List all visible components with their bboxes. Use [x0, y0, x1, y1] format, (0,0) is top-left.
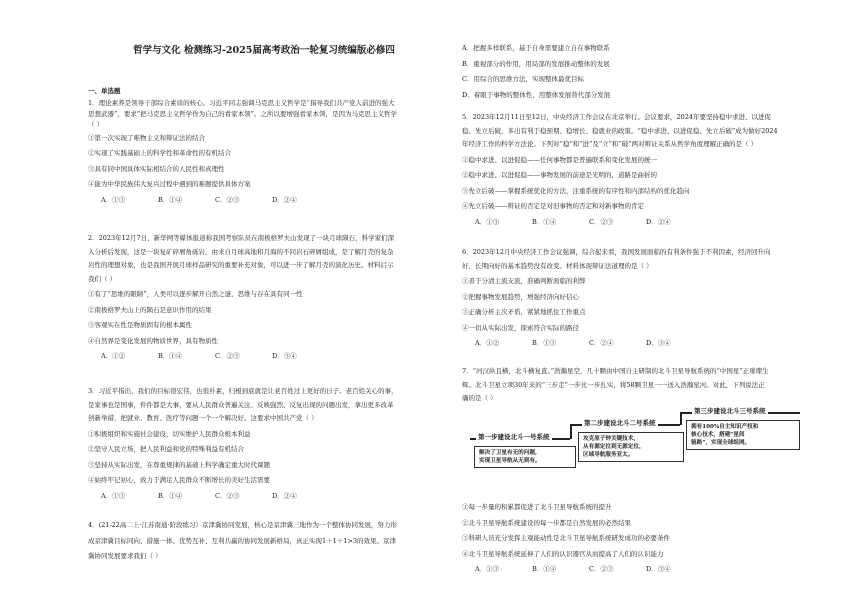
choice-b[interactable]: B．①④	[158, 491, 183, 500]
option-c[interactable]: C．用综合的思维方法，实现整体最优目标	[462, 75, 584, 83]
choice-d[interactable]: D．③④	[646, 565, 671, 573]
answer-choices	[88, 491, 440, 502]
choice-b[interactable]: B．①③	[532, 339, 557, 347]
statement-option: ②稳中求进、以进促稳——事物发展的前途是光明的，道路是曲折的	[462, 171, 657, 179]
choice-b[interactable]: B．①④	[532, 217, 557, 226]
choice-b[interactable]: B．①④	[532, 565, 557, 573]
step1-title: 第一步建设北斗一号系统	[478, 433, 550, 441]
step2-body: 攻克原子钟关键技术， 从有源定位到无源定位， 区域导航服务亚太。	[578, 432, 684, 462]
statement-option: ①积极组织和实施社会建设，切实维护人民群众根本利益	[88, 429, 251, 438]
answer-choices	[88, 351, 440, 362]
choice-a[interactable]: A．①③	[101, 195, 126, 204]
statement-option: ③先立后破——掌握系统优化的方法，注重系统的有序性和内部结构的优化趋向	[462, 186, 690, 195]
question-text: 成京津冀目标同向、措施一体、优势互补、互利共赢的协同发展新格局，真正实现1＋1＋1>3的效果。京津	[88, 536, 396, 545]
step3-title: 第三步建设北斗三号系统	[694, 407, 766, 415]
answer-choices	[88, 195, 440, 206]
choice-c[interactable]: C．②③	[215, 352, 240, 360]
statement-option: ①稳中求进、以进促稳——任何事物都是普遍联系和变化发展的统一	[462, 155, 657, 164]
question-6	[462, 247, 807, 349]
question-4	[88, 520, 440, 562]
question-text: 我们（ ）	[88, 274, 117, 283]
question-text: 创新举措，把就业、教育、医疗等问题一个一个解决好。这要求中国共产党（ ）	[88, 414, 318, 422]
question-text: 好、长期向好的基本趋势没有改变。材料体现辩证法道理的是（ ）	[462, 261, 653, 270]
question-text: 确的是（ ）	[462, 394, 497, 402]
choice-a[interactable]: A．①③	[475, 565, 500, 573]
question-text: 1．理论素养是领导干部综合素质的核心。习近平同志强调马克思主义哲学是“指导我们共产党人前进的强大	[88, 99, 395, 107]
statement-option: ④先立后破——辩证的否定是对旧事物的否定和对新事物的肯定	[462, 202, 644, 210]
answer-choices	[462, 217, 807, 228]
answer-choices	[462, 564, 807, 575]
document-title: 哲学与文化 检测练习-2025届高考政治一轮复习统编版必修四	[133, 45, 395, 56]
question-3	[88, 386, 440, 501]
option-b[interactable]: B．重视部分的作用，用局部的发展推动整体的发展	[462, 59, 610, 68]
statement-option: ③具有同中国具体实际相结合的人民性和真理性	[88, 164, 225, 173]
statement-option: ③客观实在性是物质固有的根本属性	[88, 321, 192, 329]
choice-c[interactable]: C．②④	[589, 339, 614, 347]
question-text: 冀协同发展要求我们（ ）	[88, 552, 162, 560]
question-7-options	[462, 502, 807, 575]
question-text: 入分析后发现，这是一块复矿碎屑角砾岩，由来自月球高地和月海的不同岩石碎屑组成，是了解月壳的复杂	[88, 247, 394, 256]
statement-option: ③正确分析主次矛盾，紧紧地抓住工作重点	[462, 308, 586, 316]
question-4-options	[462, 43, 807, 100]
statement-option: ①有了“思维的眼睛”，人类可以逐步解开自然之谜，思维与存在具有同一性	[88, 290, 303, 298]
statement-option: ②北斗卫星导航系统建设的每一步都是自然发展的必然结果	[462, 518, 631, 527]
statement-option: ②把握事物发展趋势，增强经济向好信心	[462, 292, 579, 301]
question-7	[462, 366, 807, 404]
question-text: 3．习近平指出，我们的目标很宏伟，也很朴素，归根到底就是让老百姓过上更好的日子。老百姓关心的事，	[88, 387, 398, 395]
choice-d[interactable]: D．②④	[272, 195, 297, 204]
step1-body: 解决了卫星有无的问题， 实现卫星导航从无到有。	[474, 446, 576, 468]
statement-option: ②坚守人民立场，把人民利益和党的特殊利益有机结合	[88, 445, 244, 453]
question-text: 2．2023年12月7日，新华网等媒体报道称我国考察队员在南极格罗夫山发现了一块月球陨石，科学家们深	[88, 234, 395, 242]
question-text: 4．(21-22高二上·江苏南通·阶段练习）京津冀协同发展，核心是京津冀三地作为一个整体协同发展，努力形	[88, 521, 398, 529]
statement-option: ④北斗卫星导航系统延伸了人们的认识器官从而提高了人们的认识能力	[462, 549, 664, 558]
choice-d[interactable]: D．③④	[646, 339, 671, 347]
statement-option: ①善于分清主流支流，准确判断面临的利弊	[462, 277, 586, 285]
question-text: 5．2023年12月11日至12日，中央经济工作会议在北京举行。会议要求，2024年要坚持稳中求进、以进促	[462, 113, 772, 121]
question-text: （ ）	[88, 120, 104, 128]
question-text: 岩性的理想对象，也是我国开展月球样品研究的重要补充对象，可以进一步了解月壳的演化历史。材料启示	[88, 261, 394, 269]
choice-b[interactable]: B．①④	[158, 195, 183, 204]
statement-option: ②南极格罗夫山上的陨石是意识作用的结果	[88, 305, 212, 314]
answer-choices	[462, 338, 807, 349]
choice-d[interactable]: D．②④	[272, 491, 297, 500]
question-1	[88, 98, 440, 205]
choice-a[interactable]: A．①③	[101, 491, 126, 500]
question-text: 年经济工作的科学方法论。下列对“稳”和“进”及“立”和“破”两对辩证关系从哲学角度理解正确的是（ ）	[462, 140, 758, 148]
question-5	[462, 112, 807, 227]
statement-option: ③坚持从实际出发，在尊重规律的基础上科学确定重大时代课题	[88, 460, 270, 469]
beidou-steps-diagram	[470, 407, 800, 492]
statement-option: ②实现了实践基础上的科学性和革命性的有机结合	[88, 149, 231, 157]
choice-d[interactable]: D．③④	[272, 352, 297, 360]
question-text: 辉。北斗卫星立项30年来的“三步走”一步比一步扎实，将58颗卫星一一送入浩瀚星河。对此，下列说法正	[462, 380, 765, 389]
choice-c[interactable]: C．②③	[215, 491, 240, 500]
statement-option: ①每一步量的积累都促进了北斗卫星导航系统的提升	[462, 503, 612, 511]
statement-option: ④始终牢记初心，致力于满足人民群众不断增长的美好生活需要	[88, 476, 270, 484]
section-heading: 一、单选题	[88, 87, 121, 95]
choice-c[interactable]: C．②③	[589, 217, 614, 226]
choice-c[interactable]: C．②③	[215, 195, 240, 204]
choice-a[interactable]: A．①②	[475, 339, 500, 347]
choice-d[interactable]: D．②④	[646, 217, 671, 226]
choice-c[interactable]: C．②③	[589, 565, 614, 573]
statement-option: ④能为中华民族伟大复兴过程中遇到的难题提供具体方案	[88, 180, 251, 188]
question-text: 稳、先立后破，多出有利于稳预期、稳增长、稳就业的政策。“稳中求进、以进促稳、先立后破”成为做好2024	[462, 126, 778, 135]
question-text: 6．2023年12月中央经济工作会议强调，综合起来看，我国发展面临的有利条件强于不利因素，经济回升向	[462, 248, 771, 256]
choice-a[interactable]: A．①②	[101, 352, 126, 360]
statement-option: ①第一次实现了唯物主义和辩证法的结合	[88, 133, 205, 142]
question-text: 是家事也是国事，件件都是大事，要从人民群众普遍关注、反映强烈、反复出现的问题出发，拿出更多改革	[88, 400, 394, 409]
question-text: 思想武器”，要求“把马克思主义哲学作为自己的看家本领”。之所以要增强看家本领，是因为马克思主义哲学	[88, 109, 397, 118]
question-text: 7．“河汉纵且横，北斗横复直。”浩瀚星空，几十颗由中国自主研制的北斗卫星导航系统的“中国星”正璀璨生	[462, 367, 769, 375]
option-d[interactable]: D．着眼于事物的整体性，用整体发展替代部分发展	[462, 90, 611, 99]
question-2	[88, 233, 440, 362]
statement-option: ④一切从实际出发，探索符合实际的路径	[462, 323, 579, 332]
statement-option: ③科研人员充分发挥主观能动性是北斗卫星导航系统研发成功的必要条件	[462, 534, 670, 542]
step2-title: 第二步建设北斗二号系统	[584, 419, 656, 427]
choice-b[interactable]: B．①④	[158, 352, 183, 360]
choice-a[interactable]: A．①③	[475, 217, 500, 226]
step3-body: 拥有100%自主知识产权和 核心技术，搭建“星间 链路”，实现全球组网。	[686, 420, 800, 450]
option-a[interactable]: A．把握多样联系，基于自身需要建立自在事物联系	[462, 44, 610, 52]
statement-option: ④自然界是变化发展的物质世界，具有物质性	[88, 336, 218, 345]
